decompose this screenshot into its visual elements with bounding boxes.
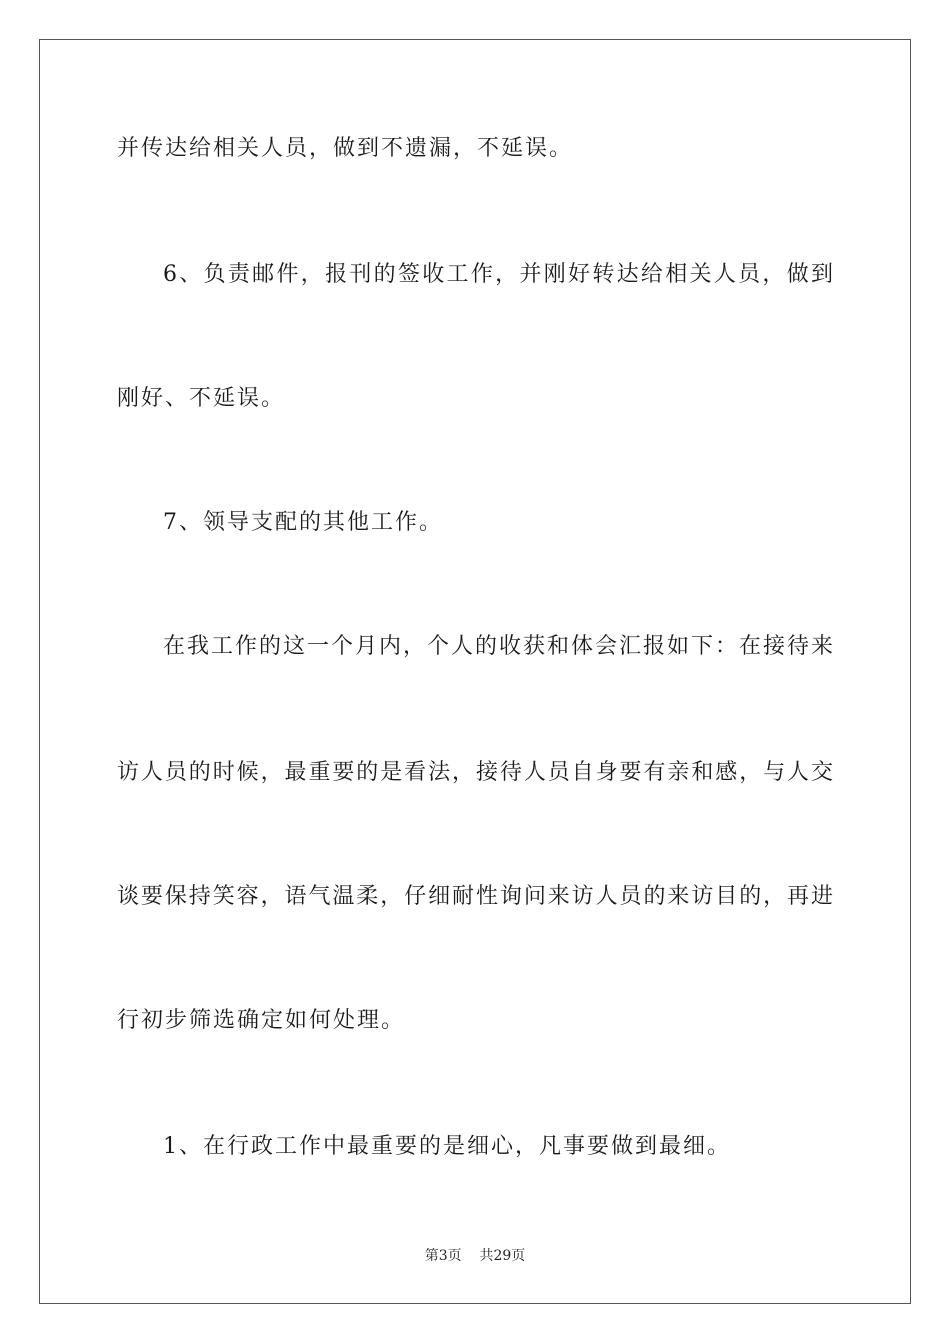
paragraph-line: 行初步筛选确定如何处理。: [117, 1008, 406, 1033]
paragraph-line: 并传达给相关人员，做到不遗漏，不延误。: [117, 136, 574, 161]
page-border: [39, 39, 911, 1304]
paragraph-line: 6、负责邮件，报刊的签收工作，并刚好转达给相关人员，做到: [163, 262, 833, 287]
paragraph-line: 在我工作的这一个月内，个人的收获和体会汇报如下：在接待来: [163, 634, 833, 659]
paragraph-line: 7、领导支配的其他工作。: [163, 510, 443, 535]
paragraph-line: 访人员的时候，最重要的是看法，接待人员自身要有亲和感，与人交: [117, 760, 833, 785]
page-total: 共29页: [479, 1248, 526, 1264]
paragraph-line: 谈要保持笑容，语气温柔，仔细耐性询问来访人员的来访目的，再进: [117, 884, 833, 909]
page-footer: [0, 1247, 950, 1265]
paragraph-line: 1、在行政工作中最重要的是细心，凡事要做到最细。: [163, 1134, 731, 1159]
page-number: 第3页: [424, 1248, 462, 1264]
paragraph-line: 刚好、不延误。: [117, 386, 286, 411]
